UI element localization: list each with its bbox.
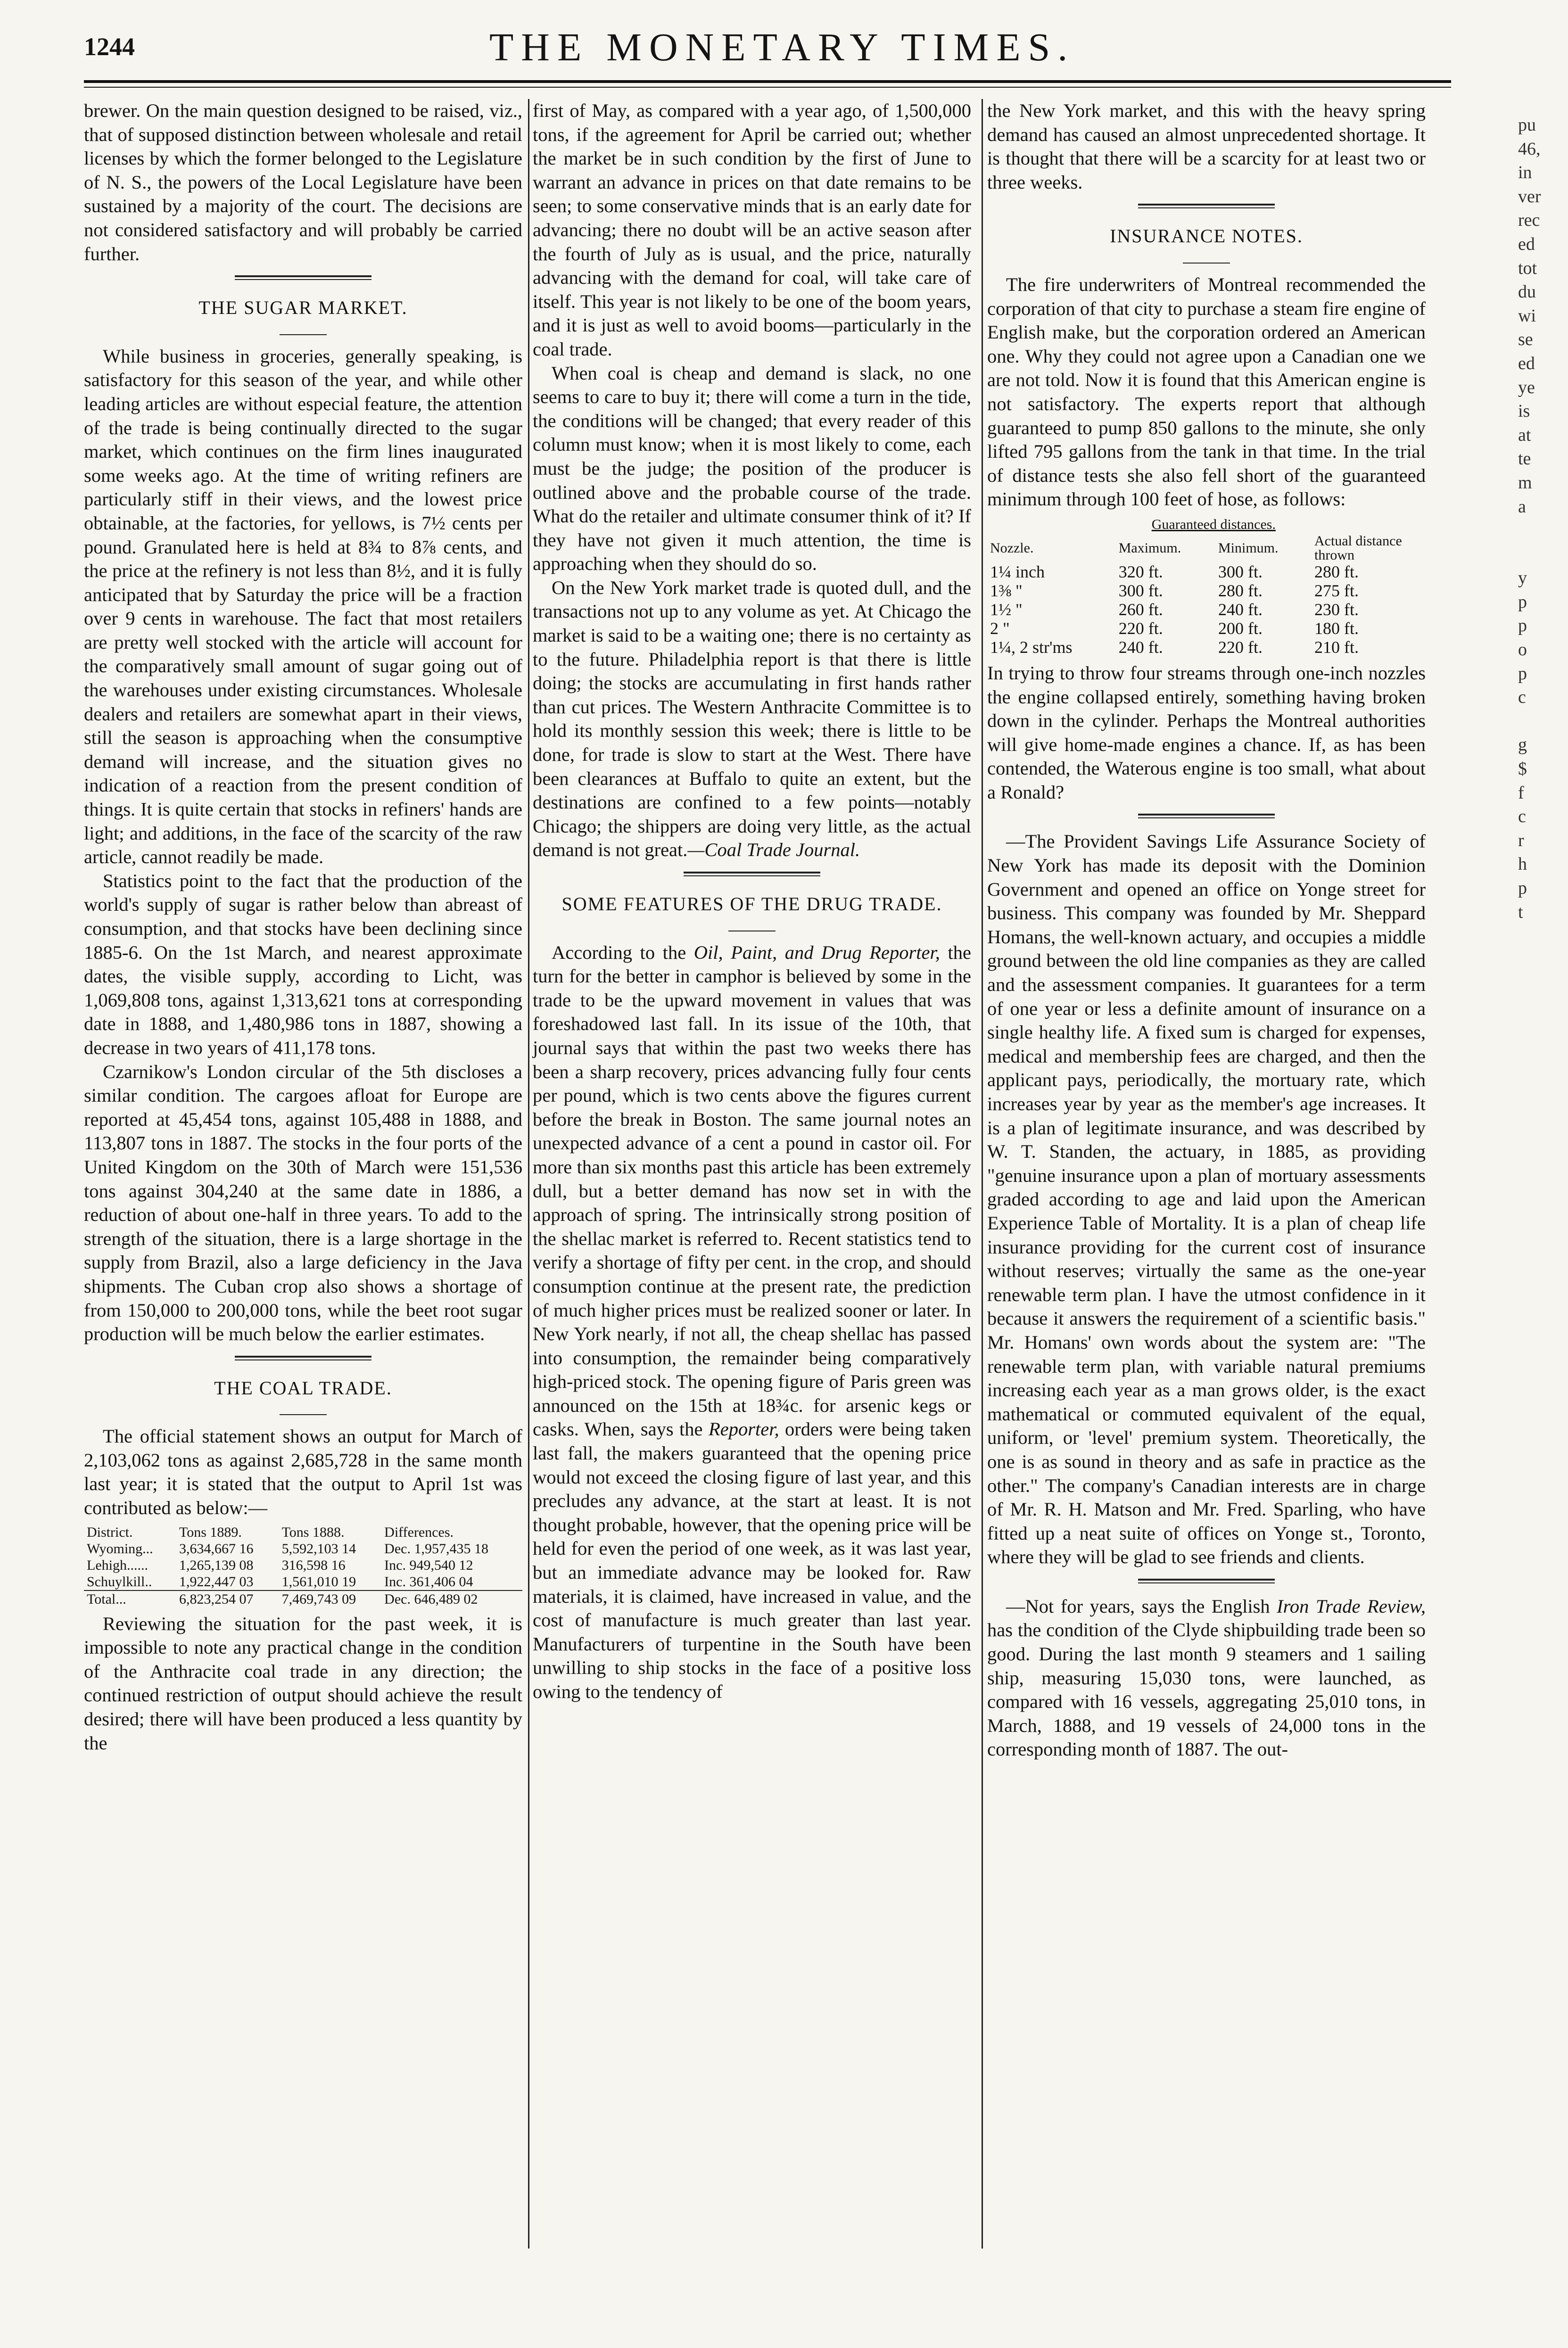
table-cell: 260 ft.	[1118, 600, 1163, 619]
section-separator	[1138, 814, 1275, 818]
margin-fragment: f	[1518, 783, 1524, 803]
table-cell: 1⅜ "	[990, 581, 1023, 600]
section-heading-drug: SOME FEATURES OF THE DRUG TRADE.	[561, 893, 942, 914]
table-row	[987, 638, 1426, 657]
heading-rule	[280, 334, 327, 335]
table-header: Actual distance thrown	[1314, 533, 1402, 563]
paragraph: Czarnikow's London circular of the 5th discloses a similar condition. The cargoes afloat for Europe are reported at 45,454 tons, against 105,488 in 1888, and 113,807 tons in 1887. The stocks in the four ports of the United Kingdom on the 30th of March were 151,536 tons against 304,240 at the same date in 1886, a reduction of about one-half in three years. To add to the strength of the situation, there is a large shortage in the supply from Brazil, also a large deficiency in the Java shipments. The Cuban crop also shows a shortage of from 150,000 to 200,000 tons, while the beet root sugar production will be much below the earlier estimates.	[84, 1061, 522, 1345]
table-row	[84, 1574, 522, 1590]
margin-fragment: pu	[1518, 115, 1536, 135]
margin-fragment: a	[1518, 496, 1526, 517]
paragraph-text: —Not for years, says the English	[1006, 1595, 1270, 1617]
margin-fragment: 46,	[1518, 139, 1541, 159]
table-row	[987, 619, 1426, 638]
journal-title: Oil, Paint, and Drug Reporter,	[693, 941, 940, 963]
facing-page-fragments	[1518, 113, 1568, 924]
table-cell: 300 ft.	[1118, 581, 1163, 600]
heading-rule	[1183, 263, 1230, 264]
margin-fragment: wi	[1518, 305, 1536, 326]
margin-fragment: at	[1518, 425, 1531, 445]
margin-fragment: r	[1518, 830, 1524, 850]
margin-fragment: ye	[1518, 377, 1535, 397]
table-group-header: Guaranteed distances.	[1151, 516, 1276, 532]
margin-fragment: $	[1518, 759, 1527, 779]
table-cell: 300 ft.	[1218, 562, 1263, 581]
article-continuation: the New York market, and this with the heavy spring demand has caused an almost unprecedented shortage. It is thought that there will be a scarcity for at least two or three weeks.	[987, 100, 1426, 193]
section-heading-sugar: THE SUGAR MARKET.	[198, 297, 408, 319]
table-header: Nozzle.	[990, 540, 1034, 556]
margin-fragment: p	[1518, 592, 1527, 612]
table-cell: 280 ft.	[1314, 562, 1359, 581]
margin-fragment	[1518, 709, 1568, 733]
table-cell: Inc. 949,540 12	[384, 1557, 473, 1573]
table-cell: Dec. 1,957,435 18	[384, 1541, 488, 1557]
margin-fragment: ed	[1518, 353, 1535, 373]
table-cell: 7,469,743 09	[279, 1590, 382, 1607]
margin-fragment: h	[1518, 854, 1527, 874]
table-row	[84, 1557, 522, 1574]
page-header	[84, 25, 1451, 67]
table-header: Differences.	[384, 1524, 454, 1540]
table-cell: 275 ft.	[1314, 581, 1359, 600]
page-number: 1244	[84, 33, 135, 61]
paragraph: In trying to throw four streams through one-inch nozzles the engine collapsed entirely, something having broken down in the cylinder. Perhaps the Montreal authorities will give home-made engines a chance. If, as has been contended, the Waterous engine is too small, what about a Ronald?	[987, 662, 1426, 803]
column-3	[987, 99, 1426, 1762]
margin-fragment	[1518, 519, 1568, 543]
paragraph: Statistics point to the fact that the production of the world's supply of sugar is rather below than abreast of consumption, and that stocks have been declining since 1885-6. On the 1st March, and nearest approximate dates, the visible supply, according to Licht, was 1,069,808 tons, against 1,313,621 tons at corresponding date in 1888, and 1,480,986 tons in 1887, showing a decrease in two years of 411,178 tons.	[84, 870, 522, 1058]
table-cell: 1,265,139 08	[179, 1557, 254, 1573]
table-cell: 316,598 16	[281, 1557, 346, 1573]
table-cell: 280 ft.	[1218, 581, 1263, 600]
table-cell: 240 ft.	[1218, 600, 1263, 619]
table-cell: 3,634,667 16	[179, 1541, 254, 1557]
table-cell: 210 ft.	[1314, 637, 1359, 657]
column-2	[533, 99, 971, 1704]
table-cell: Dec. 646,489 02	[381, 1590, 522, 1607]
margin-fragment: ver	[1518, 186, 1541, 206]
paragraph-text: On the New York market trade is quoted dull, and the transactions not up to any volume as yet. At Chicago the market is said to be a waiting one; there is no certainty as to the future. Philadelphia report is that there is little doing; the stocks are accumulating in first hands rather than cut prices. The Western Anthracite Committee is to hold its monthly session this week; there is little to be done, for trade is slow to start at the West. There have been clearances at Buffalo to quite an extent, but the destinations are confined to a few points—notably Chicago; the shippers are doing very little, as the actual demand is not great.	[533, 577, 971, 861]
header-rule-thin	[84, 87, 1451, 88]
paragraph: When coal is cheap and demand is slack, no one seems to care to buy it; there will come a turn in the tide, the conditions will be changed; that every reader of this column must know; when it is most likely to come, each must be the judge; the position of the producer is outlined above and the probable course of the trade. What do the retailer and ultimate consumer think of it? If they have not given it much attention, the time is approaching when they should do so.	[533, 362, 971, 575]
paragraph: The official statement shows an output for March of 2,103,062 tons as against 2,685,728 in the same month last year; it is stated that the output to April 1st was contributed as below:—	[84, 1425, 522, 1519]
journal-title: Iron Trade Review,	[1277, 1595, 1426, 1617]
article-continuation: brewer. On the main question designed to be raised, viz., that of supposed distinction between wholesale and retail licenses by which the former belonged to the Legislature of N. S., the powers of the Local Legislature have been sustained by a majority of the court. The decisions are not considered satisfactory and will probably be carried further.	[84, 100, 522, 264]
margin-fragment: ed	[1518, 234, 1535, 254]
table-row	[84, 1541, 522, 1557]
table-cell: 2 "	[990, 618, 1010, 638]
table-row	[987, 600, 1426, 619]
table-cell: 1¼ inch	[990, 562, 1045, 581]
table-cell: 1,561,010 19	[281, 1574, 356, 1590]
table-cell: Wyoming...	[87, 1541, 153, 1557]
table-cell: Total...	[84, 1590, 176, 1607]
margin-fragment: tot	[1518, 258, 1537, 278]
margin-fragment: p	[1518, 663, 1527, 684]
table-row	[987, 581, 1426, 600]
source-credit: —Coal Trade Journal.	[687, 839, 860, 861]
table-cell: 1½ "	[990, 600, 1023, 619]
section-separator	[1138, 1579, 1275, 1583]
section-separator	[235, 275, 371, 280]
table-cell: 320 ft.	[1118, 562, 1163, 581]
column-divider	[528, 99, 529, 2249]
table-cell: 240 ft.	[1118, 637, 1163, 657]
table-cell: 220 ft.	[1218, 637, 1263, 657]
margin-fragment: is	[1518, 401, 1530, 421]
header-rule-thick	[84, 80, 1451, 83]
column-divider	[982, 99, 983, 2249]
table-cell: 1,922,447 03	[179, 1574, 254, 1590]
section-heading-insurance: INSURANCE NOTES.	[1110, 225, 1303, 247]
table-cell: 180 ft.	[1314, 618, 1359, 638]
table-total-row	[84, 1590, 522, 1607]
paragraph	[987, 1595, 1426, 1762]
paragraph-text: the turn for the better in camphor is believed by some in the trade to be the upward movement in values that was foreshadowed last fall. In its issue of the 10th, that journal says that within the past two weeks there has been a sharp recovery, prices advancing fully four cents per pound, which is two cents above the figures current before the break in Boston. The same journal notes an unexpected advance of a cent a pound in castor oil. For more than six months past this article has been extremely dull, but a better demand has now set in with the approach of spring. The intrinsically strong position of the shellac market is referred to. Recent statistics tend to verify a shortage of fifty per cent. in the crop, and should consumption continue at the present rate, the prediction of much higher prices must be realized sooner or later. In New York nearly, if not all, the cheap shellac has passed into consumption, the remainder being comparatively high-priced stock. The opening figure of Paris green was announced on the 15th at 18¾c. for arsenic kegs or casks. When, says the	[533, 941, 972, 1440]
paragraph: —The Provident Savings Life Assurance Society of New York has made its deposit with the Dominion Government and opened an office on Yonge street for business. This company was founded by Mr. Sheppard Homans, the well-known actuary, and occupies a middle ground between the old line companies as they are called and the assessment companies. It guarantees for a term of one year or less a definite amount of insurance on a single healthy life. A fixed sum is charged for expenses, medical and membership fees are charged, and then the applicant pays, periodically, the mortuary rate, which increases year by year as the member's age increases. It is a plan of legitimate insurance, and was described by W. T. Standen, the actuary, in 1885, as providing "genuine insurance upon a plan of mortuary assessments graded according to age and laid upon the American Experience Table of Mortality. It is a plan of cheap life insurance providing for the current cost of insurance without reserves; virtually the same as the one-year renewable term plan. I have the utmost confidence in it because it answers the requirement of a scientific basis." Mr. Homans' own words about the system are: "The renewable term plan, with variable natural premiums increasing each year as a man grows older, is the exact mathematical or commuted equivalent of the equal, uniform, or 'level' premium system. Theoretically, the one is as sound in theory and as safe in practice as the other." The company's Canadian interests are in charge of Mr. R. H. Matson and Mr. Fred. Sparling, who have fitted up a neat suite of offices on Yonge st., Toronto, where they will be glad to see friends and clients.	[987, 831, 1426, 1568]
paragraph: The fire underwriters of Montreal recommended the corporation of that city to purchase a steam fire engine of English make, but the corporation ordered an American one. Why they could not agree upon a Canadian one we are not told. Now it is found that this American engine is not satisfactory. The experts report that although guaranteed to pump 850 gallons to the minute, she only lifted 795 gallons from the tank in that time. In the trial of distance tests she also fell short of the guaranteed minimum through 100 feet of hose, as follows:	[987, 273, 1426, 510]
table-row	[987, 562, 1426, 581]
section-separator	[235, 1356, 371, 1360]
table-header: Tons 1888.	[281, 1524, 345, 1540]
table-header: Maximum.	[1118, 540, 1181, 556]
margin-fragment: du	[1518, 282, 1536, 302]
margin-fragment: rec	[1518, 210, 1540, 231]
margin-fragment: y	[1518, 568, 1527, 588]
paragraph: While business in groceries, generally speaking, is satisfactory for this season of the year, and while other leading articles are without especial feature, the attention of the trade is being continually directed to the sugar market, which continues on the firm lines inaugurated some weeks ago. At the time of writing refiners are particularly stiff in their views, and the lowest price obtainable, at the factories, for yellows, is 7½ cents per pound. Granulated here is held at 8¾ to 8⅞ cents, and the price at the refinery is not less than 8½, and it is fully anticipated that by Saturday the price will be a fraction over 9 cents in warehouse. The fact that most retailers are pretty well stocked with the article will account for the comparatively small amount of sugar going out of the warehouses under existing circumstances. Wholesale dealers and retailers are somewhat apart in their views, still the season is approaching when the consumptive demand will increase, and the situation gives no indication of a reaction from the present condition of things. It is quite certain that stocks in refiners' hands are light; and additions, in the face of the scarcity of the raw article, cannot readily be made.	[84, 345, 522, 868]
paragraph-text: has the condition of the Clyde shipbuilding trade been so good. During the last month 9 steamers and 1 sailing ship, measuring 15,030 tons, were launched, as compared with 16 vessels, aggregating 25,010 tons, in March, 1888, and 19 vessels of 24,000 tons in the corresponding month of 1887. The out-	[987, 1619, 1426, 1760]
paragraph	[533, 576, 971, 862]
table-header: Tons 1889.	[179, 1524, 242, 1540]
margin-fragment: te	[1518, 449, 1531, 469]
coal-output-table	[84, 1524, 522, 1607]
column-1	[84, 99, 522, 1755]
margin-fragment: c	[1518, 687, 1526, 708]
table-cell: Inc. 361,406 04	[384, 1574, 473, 1590]
paragraph	[533, 941, 971, 1704]
table-header: District.	[87, 1524, 133, 1540]
table-cell: 1¼, 2 str'ms	[990, 637, 1073, 657]
margin-fragment	[1518, 543, 1568, 567]
heading-rule	[280, 1414, 327, 1415]
article-continuation: first of May, as compared with a year ago, of 1,500,000 tons, if the agreement for April be carried out; whether the market be in such condition by the first of June to warrant an advance in prices on that date remains to be seen; to some conservative minds that is an early date for advancing; there no doubt will be an active season after the fourth of July as is usual, and the price, naturally advancing with the demand for coal, will take care of itself. This year is not likely to be one of the boom years, and it is just as well to avoid booms—particularly in the coal trade.	[533, 100, 971, 360]
table-cell: 220 ft.	[1118, 618, 1163, 638]
margin-fragment: m	[1518, 472, 1532, 493]
masthead-title: THE MONETARY TIMES.	[489, 25, 1075, 69]
table-cell: 230 ft.	[1314, 600, 1359, 619]
paragraph-text: According to the	[552, 941, 686, 963]
margin-fragment: se	[1518, 330, 1533, 350]
margin-fragment: t	[1518, 902, 1523, 922]
table-cell: 200 ft.	[1218, 618, 1263, 638]
section-separator	[1138, 204, 1275, 208]
margin-fragment: p	[1518, 878, 1527, 898]
table-cell: Lehigh......	[87, 1557, 148, 1573]
table-cell: 5,592,103 14	[281, 1541, 356, 1557]
journal-title: Reporter,	[708, 1418, 779, 1440]
section-separator	[684, 872, 820, 876]
paragraph-text: orders were being taken last fall, the makers guaranteed that the opening price would not exceed the closing figure of last year, and this precludes any advance, at the start at least. It is not thought probable, however, that the opening price will be held for even the period of one week, as it was last year, but an immediate advance may be looked for. Raw materials, it is claimed, have increased in value, and the cost of manufacture is much greater than last year. Manufacturers of turpentine in the South have been unwilling to ship stocks in the face of a positive loss owing to the tendency of	[533, 1418, 971, 1702]
section-heading-coal: THE COAL TRADE.	[214, 1377, 392, 1399]
margin-fragment: c	[1518, 807, 1526, 827]
table-cell: 6,823,254 07	[176, 1590, 279, 1607]
margin-fragment: o	[1518, 640, 1527, 660]
nozzle-distance-table	[987, 515, 1426, 657]
margin-fragment: g	[1518, 735, 1527, 755]
table-cell: Schuylkill..	[87, 1574, 152, 1590]
paragraph: Reviewing the situation for the past week, it is impossible to note any practical change in the condition of the Anthracite coal trade in any direction; the continued restriction of output should achieve the result desired; there will have been produced a less quantity by the	[84, 1613, 522, 1754]
margin-fragment: p	[1518, 616, 1527, 636]
table-header: Minimum.	[1218, 540, 1279, 556]
margin-fragment: in	[1518, 163, 1532, 183]
